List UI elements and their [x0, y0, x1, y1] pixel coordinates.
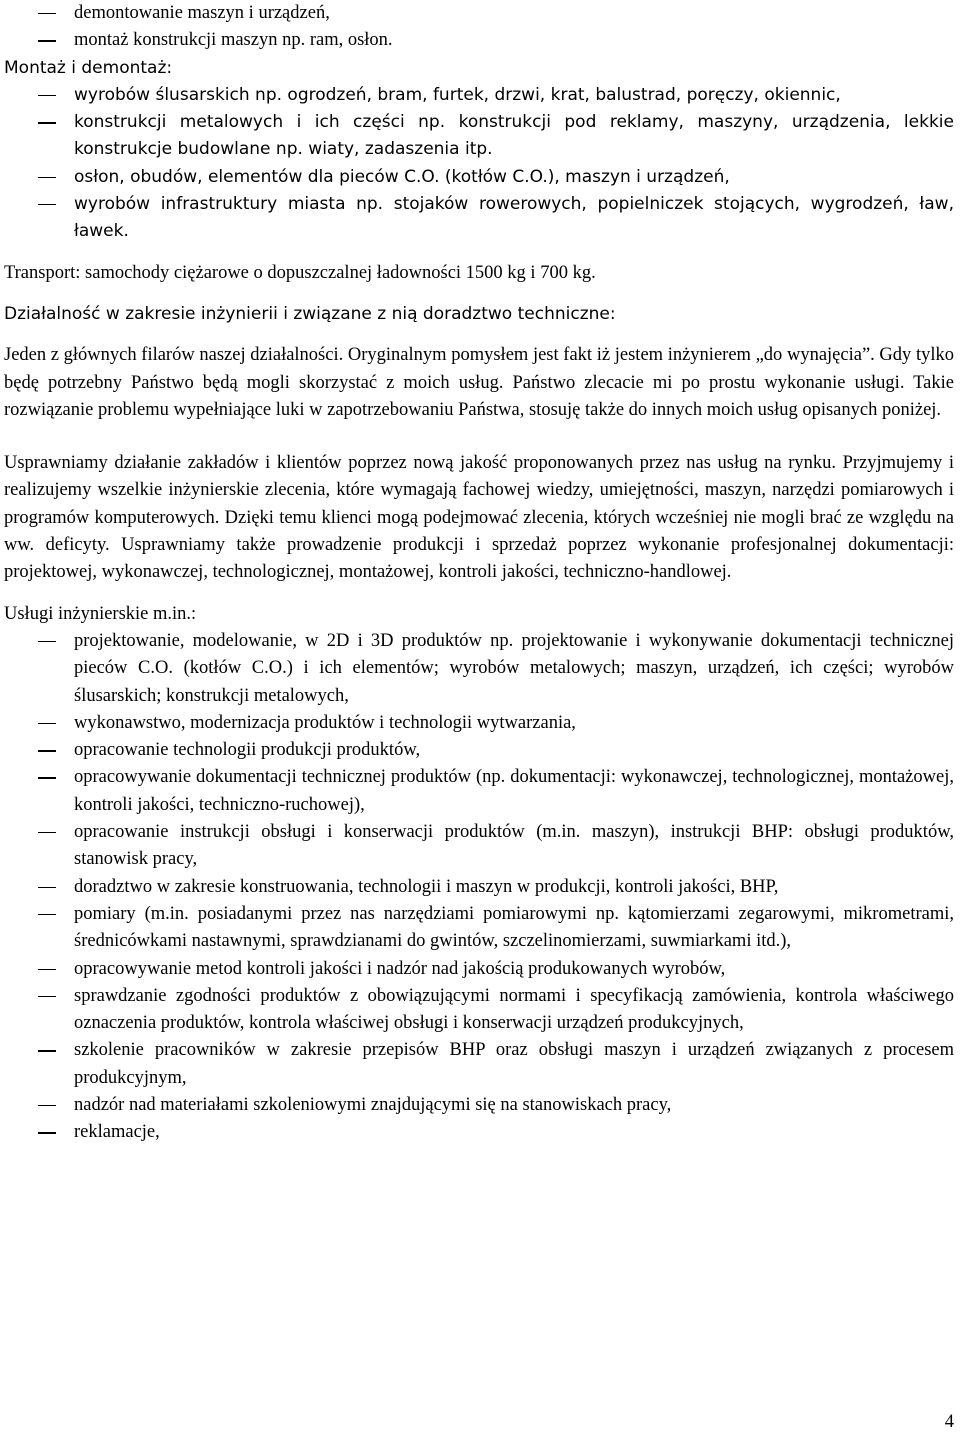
list-item: wykonawstwo, modernizacja produktów i technologii wytwarzania,	[4, 710, 954, 737]
dash-bullet-icon	[38, 641, 56, 642]
dash-bullet-icon	[38, 204, 56, 205]
list-item: wyrobów ślusarskich np. ogrodzeń, bram, furtek, drzwi, krat, balustrad, poręczy, okiennic,	[4, 82, 954, 109]
list-item: montaż konstrukcji maszyn np. ram, osłon.	[4, 27, 954, 54]
list-item: reklamacje,	[4, 1119, 954, 1146]
improvement-paragraph: Usprawniamy działanie zakładów i klientów poprzez nową jakość proponowanych przez nas usług na rynku. Przyjmujemy i realizujemy wszelkie inżynierskie zlecenia, które wymagają fachowej wiedzy, umiejętności, maszyn, narzędzi pomiarowych i programów komputerowych. Dzięki temu klienci mogą podejmować zlecenia, których wcześniej nie mogli brać ze względu na ww. deficyty. Usprawniamy także prowadzenie produkcji i sprzedaż poprzez wykonanie profesjonalnej dokumentacji: projektowej, wykonawczej, technologicznej, montażowej, kontroli jakości, techniczno-handlowej.	[4, 453, 954, 583]
list-item: doradztwo w zakresie konstruowania, technologii i maszyn w produkcji, kontroli jakości, BHP,	[4, 874, 954, 901]
dash-bullet-icon	[38, 1132, 56, 1133]
dash-bullet-icon	[38, 1105, 56, 1106]
page-number: 4	[944, 1412, 954, 1432]
dash-bullet-icon	[38, 122, 56, 123]
dash-bullet-icon	[38, 723, 56, 724]
dash-bullet-icon	[38, 914, 56, 915]
dash-bullet-icon	[38, 177, 56, 178]
list-item: opracowanie technologii produkcji produktów,	[4, 737, 954, 764]
dash-bullet-icon	[38, 95, 56, 96]
assembly-list	[4, 82, 954, 246]
dash-bullet-icon	[38, 40, 56, 41]
services-list	[4, 628, 954, 1147]
dash-bullet-icon	[38, 887, 56, 888]
list-item: pomiary (m.in. posiadanymi przez nas narzędziami pomiarowymi np. kątomierzami zegarowymi, mikrometrami, średnicówkami nastawnymi, sprawdzianami do gwintów, szczelinomierzami, suwmiarkami itd.),	[4, 901, 954, 956]
top-list	[4, 0, 954, 55]
services-heading: Usługi inżynierskie m.in.:	[4, 603, 197, 624]
list-item: konstrukcji metalowych i ich części np. konstrukcji pod reklamy, maszyny, urządzenia, lekkie konstrukcje budowlane np. wiaty, zadaszenia itp.	[4, 109, 954, 164]
list-item: opracowanie instrukcji obsługi i konserwacji produktów (m.in. maszyn), instrukcji BHP: obsługi produktów, stanowisk pracy,	[4, 819, 954, 874]
dash-bullet-icon	[38, 1050, 56, 1051]
assembly-heading: Montaż i demontaż:	[4, 57, 173, 78]
list-item: opracowywanie dokumentacji technicznej produktów (np. dokumentacji: wykonawczej, technologicznej, montażowej, kontroli jakości, techniczno-ruchowej),	[4, 764, 954, 819]
dash-bullet-icon	[38, 996, 56, 997]
list-item: opracowywanie metod kontroli jakości i nadzór nad jakością produkowanych wyrobów,	[4, 956, 954, 983]
engineering-heading: Działalność w zakresie inżynierii i związane z nią doradztwo techniczne:	[4, 303, 616, 324]
list-item: demontowanie maszyn i urządzeń,	[4, 0, 954, 27]
list-item: sprawdzanie zgodności produktów z obowiązującymi normami i specyfikacją zamówienia, kontrola właściwego oznaczenia produktów, kontrola właściwej obsługi i konserwacji urządzeń produkcyjnych,	[4, 983, 954, 1038]
list-item: szkolenie pracowników w zakresie przepisów BHP oraz obsługi maszyn i urządzeń związanych z procesem produkcyjnym,	[4, 1037, 954, 1092]
list-item: nadzór nad materiałami szkoleniowymi znajdującymi się na stanowiskach pracy,	[4, 1092, 954, 1119]
list-item: projektowanie, modelowanie, w 2D i 3D produktów np. projektowanie i wykonywanie dokumentacji technicznej pieców C.O. (kotłów C.O.) i ich elementów; wyrobów metalowych; maszyn, urządzeń, ich części; wyrobów ślusarskich; konstrukcji metalowych,	[4, 628, 954, 710]
list-item: osłon, obudów, elementów dla pieców C.O. (kotłów C.O.), maszyn i urządzeń,	[4, 164, 954, 191]
dash-bullet-icon	[38, 750, 56, 751]
list-item: wyrobów infrastruktury miasta np. stojaków rowerowych, popielniczek stojących, wygrodzeń, ław, ławek.	[4, 191, 954, 246]
dash-bullet-icon	[38, 832, 56, 833]
transport-line: Transport: samochody ciężarowe o dopuszczalnej ładowności 1500 kg i 700 kg.	[4, 262, 596, 283]
dash-bullet-icon	[38, 13, 56, 14]
dash-bullet-icon	[38, 969, 56, 970]
dash-bullet-icon	[38, 777, 56, 778]
engineering-paragraph: Jeden z głównych filarów naszej działalności. Oryginalnym pomysłem jest fakt iż jestem inżynierem „do wynajęcia”. Gdy tylko będę potrzebny Państwo będą mogli skorzystać z moich usług. Państwo zlecacie mi po prostu wykonanie usługi. Takie rozwiązanie problemu wypełniające luki w zapotrzebowaniu Państwa, stosuję także do innych moich usług opisanych poniżej.	[4, 345, 954, 420]
document-page	[4, 0, 954, 1147]
